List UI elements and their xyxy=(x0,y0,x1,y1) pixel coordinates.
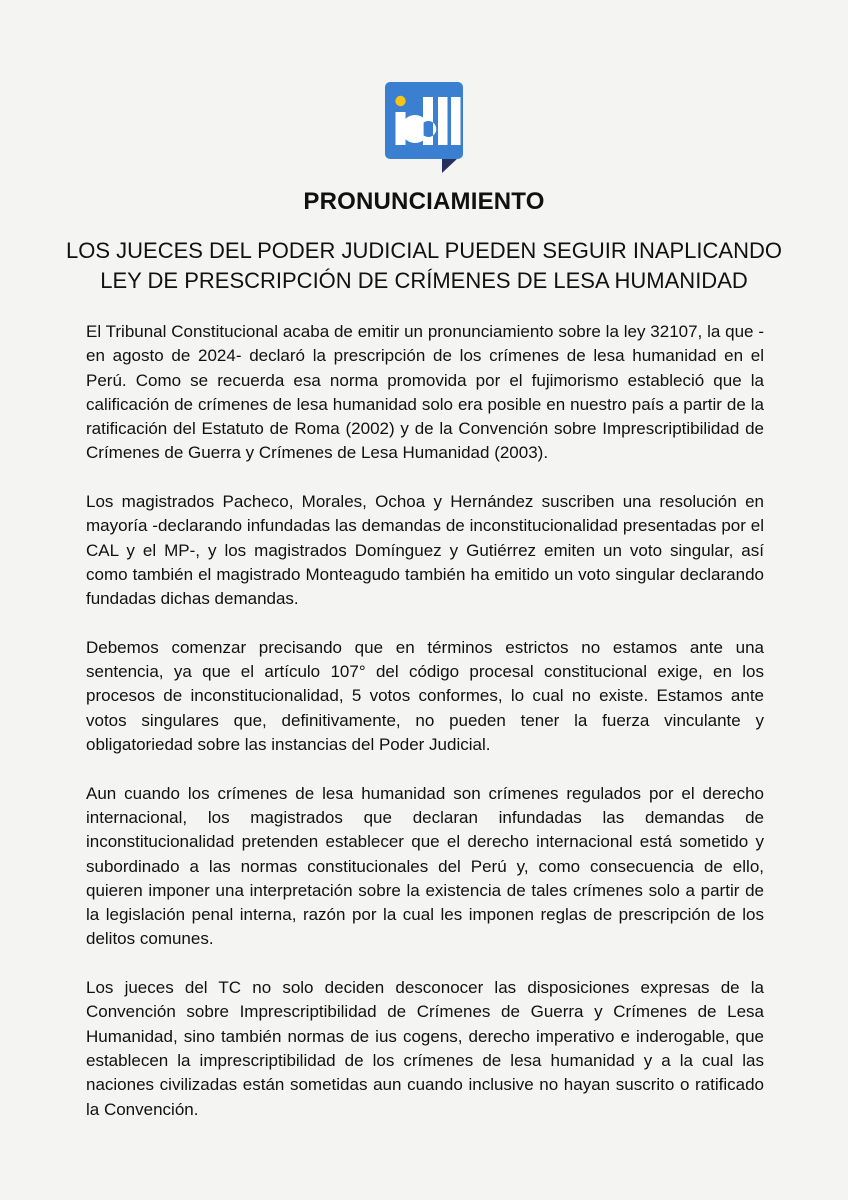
idl-logo xyxy=(385,82,463,174)
subtitle-line-2: LEY DE PRESCRIPCIÓN DE CRÍMENES DE LESA HUMANIDAD xyxy=(100,268,748,293)
idl-logo-icon xyxy=(385,82,463,174)
paragraph-1: El Tribunal Constitucional acaba de emitir un pronunciamiento sobre la ley 32107, la que -en agosto de 2024- declaró la prescripción de los crímenes de lesa humanidad en el Perú. Como se recuerda esa norma promovida por el fujimorismo estableció que la calificación de crímenes de lesa humanidad solo era posible en nuestro país a partir de la ratificación del Estatuto de Roma (2002) y de la Convención sobre Imprescriptibilidad de Crímenes de Guerra y Crímenes de Lesa Humanidad (2003). xyxy=(86,322,764,463)
statement-body xyxy=(86,320,764,1146)
paragraph-3: Debemos comenzar precisando que en términos estrictos no estamos ante una sentencia, ya que el artículo 107° del código procesal constitucional exige, en los procesos de inconstitucionalidad, 5 votos conformes, lo cual no existe. Estamos ante votos singulares que, definitivamente, no pueden tener la fuerza vinculante y obligatoriedad sobre las instancias del Poder Judicial. xyxy=(86,637,764,755)
subtitle xyxy=(60,236,788,296)
subtitle-line-1: LOS JUECES DEL PODER JUDICIAL PUEDEN SEGUIR INAPLICANDO xyxy=(66,238,782,263)
paragraph-2: Los magistrados Pacheco, Morales, Ochoa y Hernández suscriben una resolución en mayoría -declarando infundadas las demandas de inconstitucionalidad presentadas por el CAL y el MP-, y los magistrados Domínguez y Gutiérrez emiten un voto singular, así como también el magistrado Monteagudo también ha emitido un voto singular declarando fundadas dichas demandas. xyxy=(86,492,764,609)
paragraph-5: Los jueces del TC no solo deciden desconocer las disposiciones expresas de la Convención sobre Imprescriptibilidad de Crímenes de Guerra y Crímenes de Lesa Humanidad, sino también normas de ius cogens, derecho imperativo e inderogable, que establecen la imprescriptibilidad de los crímenes de lesa humanidad y a la cual las naciones civilizadas están sometidas aun cuando inclusive no hayan suscrito o ratificado la Convención. xyxy=(86,978,764,1119)
paragraph-4: Aun cuando los crímenes de lesa humanidad son crímenes regulados por el derecho internacional, los magistrados que declaran infundadas las demandas de inconstitucionalidad pretenden establecer que el derecho internacional está sometido y subordinado a las normas constitucionales del Perú y, como consecuencia de ello, quieren imponer una interpretación sobre la existencia de tales crímenes solo a partir de la legislación penal interna, razón por la cual les imponen reglas de prescripción de los delitos comunes. xyxy=(86,783,764,949)
page-title: PRONUNCIAMIENTO xyxy=(303,188,545,215)
